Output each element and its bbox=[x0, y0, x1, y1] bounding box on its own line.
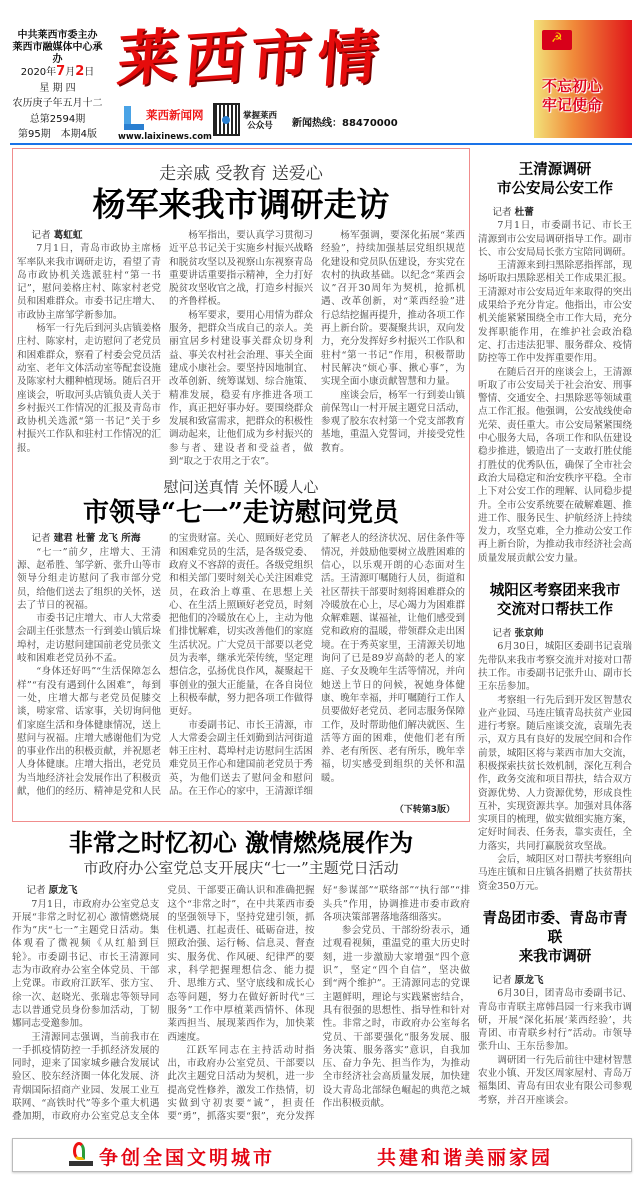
article-kicker: 走亲戚 受教育 送爱心 bbox=[159, 164, 323, 184]
sidebar-body bbox=[478, 206, 632, 565]
lunar-date: 农历庚子年五月十二 bbox=[12, 98, 103, 109]
article-headline[interactable]: 市领导“七一”走访慰问党员 bbox=[83, 498, 399, 529]
paragraph: “七一”前夕，庄增大、王清源、赵希胜、邹学新、张升山等市领导分组走访慰问了我市部分党员，给他们送去了组织的关怀，送去了节日的祝福。 bbox=[17, 546, 161, 611]
masthead-char: 西 bbox=[181, 21, 247, 96]
date-month: 7 bbox=[56, 64, 66, 79]
article-body bbox=[17, 532, 465, 798]
sidebar-headline[interactable] bbox=[478, 909, 632, 966]
slogan-line: 不忘初心 bbox=[542, 77, 603, 95]
article-body bbox=[12, 884, 470, 1123]
weekday: 星 期 四 bbox=[39, 82, 76, 94]
masthead-char: 市 bbox=[248, 21, 314, 96]
masthead-char: 莱 bbox=[114, 21, 181, 96]
byline-label: 记者 bbox=[31, 230, 51, 241]
paragraph: 7月1日，青岛市政协主席杨军率队来我市调研走访，看望了青岛市政协机关选派驻村“第一书记”，慰问姜格庄村、陈家村老党员和困难群众。市委书记庄增大、市政协主席邹学新参加。 bbox=[17, 243, 161, 321]
footer-banner bbox=[12, 1138, 632, 1172]
header-rule bbox=[10, 143, 632, 145]
article-kicker: 慰问送真情 关怀暖人心 bbox=[163, 478, 319, 497]
issue-date bbox=[10, 64, 105, 81]
paragraph: 在随后召开的座谈会上，王清源听取了市公安局关于社会治安、刑事警情、交通安全、扫黑除恶等领域重点工作汇报。他强调，公安战线使命光荣、责任重大。市公安局紧紧围绕中心服务大局，各项工作和队伍建设稳步推进，锻造出了一支敢打胜仗能打胜仗的优秀队伍，确保了全市社会政治大局稳定和治安秩序平稳。全市上下对公安工作的理解、认同稳步提升。全市公安系统要在破解难题、推进工作、服务民生、护航经济上持续发力，攻坚克难，全力推动公安工作再上新台阶，为推动我市经济社会高质量发展贡献公安力量。 bbox=[478, 366, 632, 564]
paragraph: 王清源同志强调，当前我市在一手抓疫情防控一手抓经济发展的同时，迎来了国家城乡融合发展试验区、胶东经济圈一体化发展、济青烟国际招商产业园、发展工业互联网、“高铁时代”等多个重大机遇叠加期，市政府办公室党总支全体党员、干部要正确认识和准确把握这个“非常之时”，在中共莱西市委的坚强领导下，坚持党建引领，抓住机遇、扛起责任、砥砺奋进，按照政治强、运行畅、信息灵、督查实、服务优、作风硬、纪律严的要求，科学把握理想信念、能力提升、思维方式、坚守底线和成长心态等问题，努力在做好新时代“三服务”工作中厚植莱西情怀、体现莱西担当、展现莱西作为，加快莱西速度。 bbox=[12, 885, 315, 1123]
paragraph: 王清源来到扫黑除恶指挥部，现场听取扫黑除恶相关工作成果汇报。王清源对市公安局近年来取得的突出成果给予充分肯定。他指出，市公安机关能紧紧围绕全市工作大局，充分发挥职能作用，在维护社会政治稳定、打击违法犯罪、服务群众、疫情防控等工作中发挥重要作用。 bbox=[478, 260, 632, 365]
headline-line: 王清源调研 bbox=[518, 161, 592, 178]
paragraph: 座谈会后，杨军一行到姜山镇前保驾山一村开展主题党日活动，参观了胶东农村第一个党支部教育基地，重温入党誓词，并接受党性教育。 bbox=[321, 389, 465, 454]
paragraph: 7月1日，市政府办公室党总支开展“非常之时忆初心 激情燃烧展作为”庆“七一”主题党日活动。集体观看了微视频《从红船到巨轮》。市委副书记、市长王清源同志为市政府办公室全体党员、干部上党课。市政府江跃军、张方宝、徐一次、赵晓光、张瑞忠等领导同志以普通党员身份参加活动，丁韧娜同志受邀参加。 bbox=[12, 898, 160, 1030]
party-flag-icon bbox=[542, 30, 572, 50]
article-headline[interactable]: 非常之时忆初心 激情燃烧展作为 bbox=[68, 828, 414, 858]
sidebar-article bbox=[478, 581, 632, 893]
paragraph: 江跃军同志在主持活动时指出，市政府办公室党员、干部要以此次主题党日活动为契机，进一步提高党性修养，激发工作热情，切实做到守初衷要“诚”，担责任要“勇”，抓落实要“狠”，充分发挥好“参谋部”“联络部”“执行部”“排头兵”作用，协调推进市委市政府各项决策部署落地落细落实。 bbox=[167, 885, 470, 1123]
byline-label: 记者 bbox=[492, 628, 512, 640]
byline bbox=[478, 974, 632, 987]
page-header bbox=[0, 0, 637, 148]
article-subtitle: 市政府办公室党总支开展庆“七一”主题党日活动 bbox=[83, 859, 399, 878]
site-url[interactable]: www.laixinews.com bbox=[118, 132, 212, 142]
article bbox=[17, 163, 465, 468]
masthead-char: 情 bbox=[314, 21, 381, 96]
byline-label: 记者 bbox=[31, 533, 51, 545]
article bbox=[17, 478, 465, 815]
page-content bbox=[12, 148, 632, 1124]
footer-slogan-right: 共建和谐美丽家园 bbox=[377, 1146, 554, 1169]
byline bbox=[17, 532, 161, 545]
headline-line: 交流对口帮扶工作 bbox=[497, 601, 613, 619]
paragraph: 考察组一行先后到开发区智慧农业产业园、马连庄镇青岛扶贫产业园进行考察。随后座谈交流，袁瑞先表示，双方具有良好的发展空间和合作前景，城阳区将与莱西市加大交流，积极探索扶贫长效机制，深化互利合作，政务交流和项目帮扶，结合双方资源优势、人力资源优势，形成良性互补，实现资源共享。加强对具体落实项目的梳理，做实做细实施方案，定好时间表、任务表，靠实责任，全力落实，共同打赢脱贫攻坚战。 bbox=[478, 694, 632, 852]
sidebar-headline[interactable] bbox=[478, 160, 632, 198]
paragraph: 7月1日，市委副书记、市长王清源到市公安局调研指导工作。副市长、市公安局局长张方宝陪同调研。 bbox=[478, 220, 632, 258]
continued-note[interactable]: （下转第3版） bbox=[394, 805, 455, 816]
lead-box bbox=[12, 148, 470, 822]
paragraph: 调研团一行先后前往中建材智慧农业小镇、开发区周家屋村、青岛万福集团、青岛有田农业有限公司参观考察，并召开座谈会。 bbox=[478, 1054, 632, 1106]
byline-name: 原龙飞 bbox=[514, 974, 544, 986]
footer-slogan-left: 争创全国文明城市 bbox=[99, 1146, 276, 1169]
main-column bbox=[12, 148, 470, 1124]
headline-line: 市公安局公安工作 bbox=[497, 180, 613, 197]
paragraph: 6月30日，城阳区委副书记袁瑞先带队来我市考察交流并对接对口帮扶工作。市委副书记张升山、副市长王东岳参加。 bbox=[478, 641, 632, 693]
date-day-unit: 日 bbox=[84, 67, 95, 78]
paragraph: “身体还好吗”“生活保障怎么样”“有没有遇到什么困难”，每到一处，庄增大都与老党员促膝交谈，唠家常、话家事，关切询问他们家庭生活和身体健康情况，送上慰问与祝福。庄增大感谢他们为党的事业作出的积极贡献，并祝愿老人身体健康。庄增大指出，老党员为当地经济社会发展作出了积极贡献，他们的经历、精神是党和人民的宝贵财富。关心、照顾好老党员和困难党员的生活，是各级党委、政府义不容辞的责任。各级党组织和相关部门要时刻关心关注困难党员，在政治上尊重、在思想上关心、在生活上照顾好老党员，时刻把他们的冷暖放在心上，主动为他们排忧解难，切实改善他们的家庭生活状况。广大党员干部要以老党员为表率，继承光荣传统，坚定理想信念，弘扬优良作风，凝聚起干事创业的强大正能量，在各自岗位上积极奉献，努力把各项工作做得更好。 bbox=[17, 533, 313, 797]
wechat-line: 公众号 bbox=[247, 121, 273, 131]
date-year: 2020年 bbox=[20, 67, 57, 78]
paragraph: 参会党员、干部纷纷表示，通过观看视频，重温党的重大历史时刻，进一步激励大家增强“四个意识”，坚定“四个自信”，坚决做到“两个维护”。王清源同志的党课主题鲜明，理论与实践紧密结合，具有很强的思想性、指导性和针对性。非常之时，市政府办公室每名党员、干部要强化“服务发展、服务决策、服务落实”意识，自我加压、奋力争先、担当作为，为推动全市经济社会高质量发展，加快建设大青岛北部绿色崛起的典范之城作出积极贡献。 bbox=[322, 925, 470, 1110]
byline-name: 建君 杜蕾 龙飞 所海 bbox=[53, 533, 141, 545]
paragraph: 6月30日，团青岛市委副书记、青岛市青联主席韩昌园一行来我市调研，开展“深化拓展‘莱西经验’，共青团、市青联乡村行”活动。市领导张升山、王东岳参加。 bbox=[478, 988, 632, 1053]
headline-line: 来我市调研 bbox=[518, 947, 592, 965]
issue-info bbox=[10, 64, 105, 143]
slogan-banner bbox=[534, 20, 632, 138]
civilized-city-logo-icon bbox=[69, 1142, 93, 1168]
paragraph: 杨军强调，要深化拓展“莱西经验”，持续加强基层党组织规范化建设和党员队伍建设，夯实党在农村的执政基础。以纪念“莱西会议”召开30周年为契机，抢抓机遇、改革创新，对“莱西经验”进行总结挖掘再提升，推动各项工作再上新台阶。要凝聚共识，双向发力，充分发挥好乡村振兴工作队和驻村“第一书记”作用，积极帮助村民解决“烦心事、揪心事”，为实现全面小康贡献智慧和力量。 bbox=[321, 230, 465, 388]
byline-name: 葛虹虹 bbox=[53, 230, 83, 241]
sidebar-body bbox=[478, 974, 632, 1107]
publisher-line: 中共莱西市委主办 bbox=[17, 30, 98, 41]
sidebar-headline[interactable] bbox=[478, 581, 632, 619]
byline bbox=[17, 229, 161, 242]
paragraph: 市委副书记、市长王清源，市人大常委会副主任刘勤到沽河街道韩王庄村、葛埠村走访慰问生活困难党员王作心和建国前老党员于秀英，为他们送去了慰问金和慰问品。在王作心的家中，王清源详细了解老人的经济状况、居住条件等情况，并鼓励他要树立战胜困难的信心，以乐观开朗的心态面对生活。王清源叮嘱随行人员，街道和社区帮扶干部要时刻将困难群众的冷暖放在心上，尽心竭力为困难群众解难题、谋福祉，让他们感受到党和政府的温暖，带领群众走出困境。在于秀英家里，王清源关切地询问了已是89岁高龄的老人的家庭、子女及晚年生活等情况，并向她送上节日的问候，祝她身体健康、晚年幸福，并叮嘱随行工作人员要做好老党员、老同志服务保障工作，及时帮助他们解决就医、生活等方面的困难，使他们老有所养、老有所医、老有所乐，晚年幸福，切实感受到组织的关怀和温暖。 bbox=[169, 533, 465, 797]
sidebar-article bbox=[478, 160, 632, 565]
byline-label: 记者 bbox=[492, 974, 512, 986]
banner-slogan bbox=[542, 77, 602, 115]
date-month-unit: 月 bbox=[65, 67, 76, 78]
masthead bbox=[114, 8, 381, 100]
issue-total: 总第2594期 bbox=[29, 113, 86, 125]
issue-number: 第95期 本期4版 bbox=[17, 129, 98, 140]
article-body bbox=[17, 229, 465, 468]
article bbox=[12, 828, 470, 1123]
paragraph: 杨军一行先后到河头店镇姜格庄村、陈家村，走访慰问了老党员和困难群众，察看了村委会党员活动室、老年文体活动室等配套设施及陈家村大棚种植现场。随后召开座谈会，听取河头店镇负责人关于乡村振兴工作情况的汇报及青岛市政协机关选派“第一书记”关于乡村振兴工作队和驻村工作情况的汇报。 bbox=[17, 323, 161, 454]
wechat-line: 掌握莱西 bbox=[243, 111, 278, 121]
sidebar-body bbox=[478, 627, 632, 893]
site-name: 莱西新闻网 bbox=[146, 108, 204, 122]
byline-name: 原龙飞 bbox=[48, 885, 78, 897]
publisher-line: 莱西市融媒体中心承办 bbox=[12, 42, 103, 65]
paragraph: 市委书记庄增大、市人大常委会副主任张慧杰一行到姜山镇后垛埠村，走访慰问建国前老党员张文岐和困难老党员孙不孟。 bbox=[17, 613, 161, 665]
headline-line: 青岛团市委、青岛市青联 bbox=[482, 909, 628, 946]
news-hotline: 新闻热线：88470000 bbox=[292, 118, 398, 129]
byline-name: 杜蕾 bbox=[514, 207, 534, 218]
article-headline[interactable]: 杨军来我市调研走访 bbox=[92, 185, 390, 224]
headline-line: 城阳区考察团来我市 bbox=[489, 582, 621, 600]
byline-label: 记者 bbox=[26, 885, 46, 897]
sidebar-column bbox=[478, 148, 632, 1107]
byline-name: 张京帅 bbox=[514, 628, 544, 640]
byline bbox=[478, 206, 632, 219]
date-day: 2 bbox=[75, 64, 85, 79]
byline bbox=[478, 627, 632, 640]
paragraph: 杨军指出，要认真学习贯彻习近平总书记关于实施乡村振兴战略和脱贫攻坚以及视察山东视察青岛重要讲话重要指示精神，全力打好脱贫攻坚收官之战，打造乡村振兴的齐鲁样板。 bbox=[169, 230, 313, 308]
qr-code-icon bbox=[213, 103, 240, 136]
laixinews-logo-icon bbox=[124, 106, 144, 132]
slogan-line: 牢记使命 bbox=[542, 96, 603, 114]
paragraph: 会后，城阳区对口帮扶考察组向马连庄镇和日庄镇各捐赠了扶贫帮扶资金350万元。 bbox=[478, 854, 632, 892]
sidebar-article bbox=[478, 909, 632, 1107]
wechat-label bbox=[243, 111, 277, 131]
publisher bbox=[10, 30, 105, 66]
paragraph: 杨军要求，要用心用情为群众服务，把群众当成自己的亲人。美丽宜居乡村建设事关群众切身利益、事关农村社会治理、事关全面建成小康社会。要坚持因地制宜、改革创新、统筹谋划、综合施策、精准发展，稳妥有序推进各项工作，真正把好事办好。要围绕群众发展和致富需求，把群众的积极性调动起来，让他们成为乡村振兴的参与者、建设者和受益者，做到“取之于农用之于农”。 bbox=[169, 309, 313, 468]
byline bbox=[12, 884, 159, 897]
byline-label: 记者 bbox=[492, 207, 512, 218]
